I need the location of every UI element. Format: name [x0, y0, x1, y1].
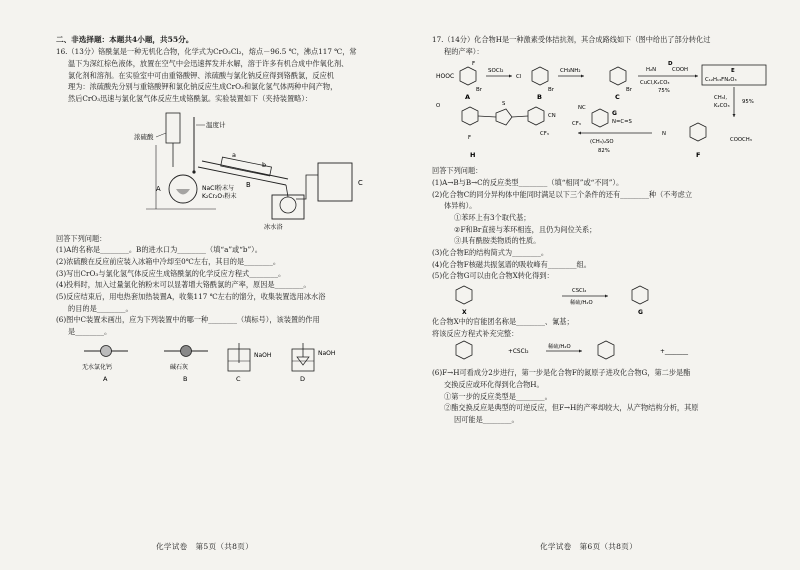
sub-S-H: S: [502, 101, 506, 108]
sub-F-A: F: [472, 61, 476, 68]
label-E: E: [731, 68, 735, 75]
sub-H2N: H₂N: [646, 67, 657, 74]
label-G: G: [612, 110, 617, 118]
sub-O-H: O: [436, 103, 441, 110]
label-conc-acid: 浓硫酸: [134, 132, 154, 141]
receiver-flask: [280, 197, 296, 213]
label-a: a: [232, 150, 236, 159]
eq-product-ring: [598, 341, 614, 359]
yield-82: 82%: [598, 148, 610, 155]
label-G2: G: [638, 308, 643, 316]
eq-reactant-ring: [456, 341, 472, 359]
yield-95: 95%: [742, 99, 754, 106]
q17-item: (4)化合物F核磁共振氢谱的吸收峰有________组。: [432, 259, 591, 269]
q16-item: (3)写出CrO₃与氯化氢气体反应生成铬酰氯的化学反应方程式________。: [56, 268, 286, 278]
q16-item: 是________。: [68, 326, 112, 336]
option-B-drying-tube: [181, 346, 192, 357]
x-to-g-diagram: [432, 282, 772, 316]
q17-item: 交换反应或环化得到化合物H。: [444, 379, 544, 389]
q16-line: 氯化剂和溶剂。在实验室中可由重铬酸钾、浓硫酸与氯化钠反应得到铬酰氯，反应机: [68, 70, 334, 80]
option-A-caption: 无水氯化钙: [82, 364, 113, 372]
label-A: A: [465, 93, 471, 102]
sub-COOCH3: COOCH₃: [730, 137, 752, 144]
q17-item: (1)A→B与B→C的反应类型________（填“相同”或“不同”）。: [432, 177, 624, 187]
footer-page-6: 化学试卷 第6页（共8页）: [540, 542, 638, 551]
sub-Cl: Cl: [516, 74, 522, 81]
q16-item: (2)浓硫酸在反应前应装入冰箱中冷却至0℃左右，其目的是________。: [56, 256, 281, 266]
label-thermometer: 温度计: [206, 120, 226, 129]
footer-page-5: 化学试卷 第5页（共8页）: [156, 542, 254, 551]
options-diagram: [56, 341, 392, 389]
q17-head2: 程的产率）：: [444, 46, 484, 56]
sub-Br-B: Br: [548, 87, 555, 94]
q17-item: ③具有酰胺类物质的性质。: [454, 236, 541, 246]
apparatus-figure: [56, 105, 392, 233]
q17-item: ①苯环上有3个取代基；: [454, 212, 531, 222]
compound-F-ring: [690, 123, 706, 141]
compound-H-ring2: [496, 109, 512, 125]
sub-N-F: N: [662, 131, 666, 138]
x-reagent: CSCl₂: [572, 287, 587, 294]
compound-B-ring: [532, 67, 548, 85]
option-C-label: C: [236, 375, 241, 384]
q17-item: (6)F→H可看成分2步进行，第一步是化合物F的氮原子进攻化合物G，第二步是酯: [432, 368, 691, 378]
answer-intro: 回答下列问题：: [56, 233, 107, 243]
label-C: C: [615, 93, 620, 102]
option-A-label: A: [103, 375, 108, 384]
x-cond: 稀硫/H₂O: [570, 299, 593, 306]
label-F: F: [696, 151, 701, 160]
q17-item: (2)化合物C的同分异构体中能同时满足以下三个条件的还有________种（不考虑立: [432, 189, 693, 199]
q16-item: (1)A的名称是________。B的进水口为________（填“a”或“b”）。: [56, 245, 262, 255]
synthesis-scheme: [432, 57, 772, 165]
q16-line: 然后CrO₃迅速与氯化氢气体反应生成铬酰氯。实验装置如下（夹持装置略）：: [68, 93, 313, 103]
q16-line: 16.（13分）铬酰氯是一种无机化合物，化学式为CrO₂Cl₂，熔点－96.5 ℃，沸点117 ℃，常: [56, 47, 357, 57]
reagent-K2CO3: K₂CO₃: [714, 103, 730, 110]
sub-CF3-H: CF₃: [540, 131, 549, 138]
q16-item: (5)反应结束后，用电热套加热装置A，收集117 ℃左右的馏分，收集装置选用冰水浴: [56, 291, 326, 301]
q17-head: 17.（14分）化合物H是一种激素受体拮抗剂，其合成路线如下（图中给出了部分转化过: [432, 35, 711, 44]
compound-H-ring3: [528, 107, 544, 125]
label-mixture: NaCl粉末与: [202, 184, 235, 192]
reagent-SOCl2: SOCl₂: [488, 68, 504, 75]
compound-H-ring1: [462, 107, 478, 125]
option-B-label: B: [183, 375, 188, 384]
q17-item: 因可能是________。: [454, 414, 519, 424]
q16-line: 理为：浓硫酸先分别与重铬酸钾和氯化钠反应生成CrO₃和氯化氢气体两种中间产物，: [68, 82, 338, 92]
option-D-caption: NaOH: [318, 350, 336, 358]
reagent-DMSO: (CH₃)₂SO: [590, 139, 614, 146]
label-D: D: [668, 61, 673, 68]
sub-NC: NC: [578, 105, 586, 112]
sub-F-H: F: [468, 135, 472, 142]
compound-G-ring: [592, 109, 608, 127]
label-B: B: [537, 93, 542, 102]
q17-item: 将该反应方程式补充完整：: [432, 328, 519, 338]
label-mixture2: K₂Cr₂O₇粉末: [202, 192, 237, 200]
q17-item: (3)化合物E的结构简式为________。: [432, 247, 549, 257]
page-6-column: [432, 34, 772, 425]
sub-CF3-G: CF₃: [572, 121, 581, 128]
q16-item: (4)投料时，加入过量氯化钠粉末可以显著增大铬酰氯的产率，原因是________。: [56, 280, 311, 290]
eq-tail: +________: [660, 349, 689, 356]
x-to-g-scheme: [432, 282, 772, 316]
option-A-drying-tube: [101, 346, 112, 357]
sub-HOOC: HOOC: [436, 73, 455, 81]
label-H: H: [470, 151, 476, 160]
q17-item: 回答下列问题：: [432, 166, 483, 176]
option-D-label: D: [300, 375, 306, 384]
options-figure: [56, 341, 392, 389]
compound-G2-ring: [632, 286, 648, 304]
eq-cond: 稀硫/H₂O: [548, 344, 571, 351]
sub-Br-A: Br: [476, 87, 483, 94]
label-b: b: [262, 160, 267, 169]
q16-item: 的目的是________。: [68, 303, 133, 313]
E-formula: C₁₂H₁₃FN₂O₃: [705, 77, 737, 84]
label-ice-water: 冰水浴: [264, 223, 283, 231]
eq-plus: +CSCl₂: [508, 349, 529, 356]
q17-item: 体异构）。: [444, 201, 477, 211]
label-A: A: [156, 184, 161, 193]
yield-75: 75%: [658, 88, 670, 95]
q17-item: ②F和Br直接与苯环相连，且仍为间位关系；: [454, 224, 597, 234]
apparatus-C-box: [318, 163, 352, 201]
q17-item: ②酯交换反应是典型的可逆反应，但F→H的产率却较大，从产物结构分析，其原: [444, 403, 699, 413]
reagent-CH3I: CH₃I,: [714, 95, 728, 102]
q17-item: (5)化合物G可以由化合物X转化得到：: [432, 271, 554, 281]
q16-item: (6)图中C装置未画出，应为下列装置中的哪一种________（填标号），该装置的作用: [56, 315, 320, 325]
sub-CN-H: CN: [548, 113, 556, 120]
q17-item: 化合物X中的官能团名称是________、氰基；: [432, 316, 574, 326]
apparatus-diagram: [56, 105, 392, 233]
q16-line: 温下为深红棕色液体，放置在空气中会迅速挥发并水解，溶于许多有机合成中作氧化剂、: [68, 58, 349, 68]
compound-X-ring: [456, 286, 472, 304]
sub-Br-C: Br: [626, 87, 633, 94]
option-C-caption: NaOH: [254, 352, 272, 360]
label-X: X: [462, 308, 467, 316]
label-B: B: [246, 180, 251, 189]
compound-C-ring: [610, 67, 626, 85]
reagent-CH3NH2: CH₃NH₂: [560, 68, 581, 75]
q17-item: ①第一步的反应类型是________。: [444, 391, 552, 401]
sub-COOH: COOH: [672, 67, 689, 74]
equation-diagram: [432, 339, 772, 367]
page-5-column: [56, 34, 392, 389]
reagent-CuCl: CuCl,K₂CO₃: [640, 80, 670, 87]
compound-A-ring: [460, 67, 476, 85]
equation-figure: [432, 339, 772, 367]
synthesis-diagram: [432, 57, 772, 165]
sub-NCS: N=C=S: [612, 119, 632, 126]
dropping-funnel: [166, 113, 180, 143]
option-B-caption: 碱石灰: [170, 364, 189, 372]
section-header: 二、非选择题：本题共4小题，共55分。: [56, 35, 194, 44]
label-C: C: [358, 178, 363, 187]
